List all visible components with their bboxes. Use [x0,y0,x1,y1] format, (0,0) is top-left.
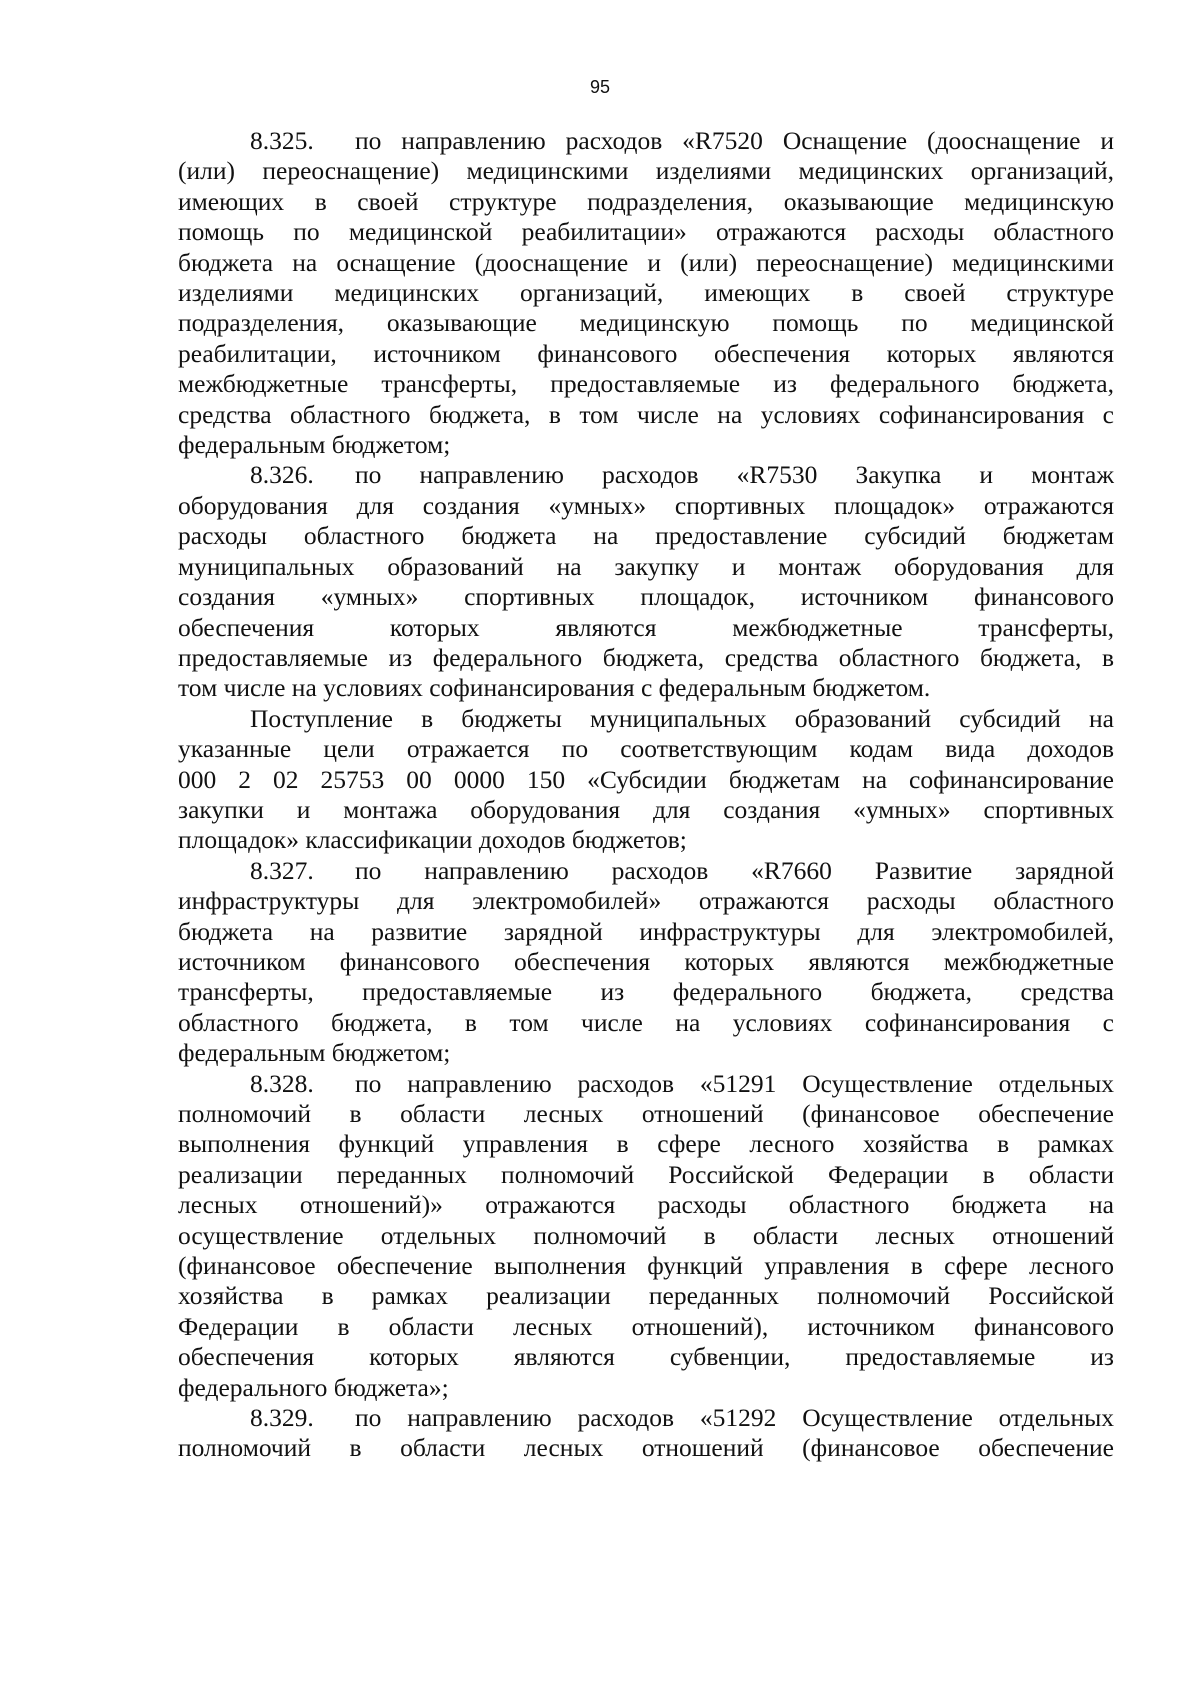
text-line: создания «умных» спортивных площадок, источником финансового [178,582,1114,612]
text-line: реабилитации, источником финансового обеспечения которых являются [178,338,1114,368]
text-line: Поступление в бюджеты муниципальных образований субсидий на [250,703,1114,733]
text-line: источником финансового обеспечения которых являются межбюджетные [178,946,1114,976]
line-text: по направлению расходов «51292 Осуществление отдельных [355,1403,1114,1433]
line-text: по направлению расходов «R7520 Оснащение (дооснащение и [355,126,1114,155]
text-line: выполнения функций управления в сфере лесного хозяйства в рамках [178,1129,1114,1159]
text-line: реализации переданных полномочий Российской Федерации в области [178,1159,1114,1189]
text-line: лесных отношений)» отражаются расходы областного бюджета на [178,1190,1114,1220]
text-line: расходы областного бюджета на предоставление субсидий бюджетам [178,521,1114,551]
line-text: по направлению расходов «R7660 Развитие зарядной [355,855,1114,885]
text-line: инфраструктуры для электромобилей» отражаются расходы областного [178,886,1114,916]
paragraph [178,856,1114,1069]
text-line [178,460,1114,490]
paragraph [178,126,1114,460]
text-line [178,1403,1114,1433]
text-line: 000 2 02 25753 00 0000 150 «Субсидии бюджетам на софинансирование [178,764,1114,794]
text-line: муниципальных образований на закупку и монтаж оборудования для [178,551,1114,581]
text-line: Федерации в области лесных отношений), источником финансового [178,1311,1114,1341]
text-line: обеспечения которых являются межбюджетные трансферты, [178,612,1114,642]
text-line: оборудования для создания «умных» спортивных площадок» отражаются [178,490,1114,520]
paragraph-number: 8.329. [250,1403,314,1433]
text-line: полномочий в области лесных отношений (финансовое обеспечение [178,1099,1114,1128]
line-text: по направлению расходов «51291 Осуществление отдельных [355,1068,1114,1098]
text-line: хозяйства в рамках реализации переданных полномочий Российской [178,1281,1114,1311]
paragraph-number: 8.326. [250,460,314,490]
paragraph [178,1069,1114,1403]
text-line: (или) переоснащение) медицинскими изделиями медицинских организаций, [178,156,1114,186]
text-line: федеральным бюджетом; [178,1038,451,1068]
paragraph-number: 8.328. [250,1068,314,1098]
text-line: федеральным бюджетом; [178,430,451,460]
text-line: том числе на условиях софинансирования с федеральным бюджетом. [178,673,931,703]
text-line: (финансовое обеспечение выполнения функций управления в сфере лесного [178,1251,1114,1281]
text-line: предоставляемые из федерального бюджета, средства областного бюджета, в [178,642,1114,672]
text-line: осуществление отдельных полномочий в области лесных отношений [178,1220,1114,1250]
document-body [178,126,1114,1464]
text-line [178,1069,1114,1099]
paragraph [178,704,1114,856]
paragraph-number: 8.327. [250,855,314,885]
paragraph [178,460,1114,703]
text-line: бюджета на оснащение (дооснащение и (или) переоснащение) медицинскими [178,247,1114,277]
line-text: по направлению расходов «R7530 Закупка и монтаж [355,460,1114,490]
text-line: федерального бюджета»; [178,1372,449,1402]
text-line: обеспечения которых являются субвенции, предоставляемые из [178,1342,1114,1372]
paragraph [178,1403,1114,1464]
text-line: бюджета на развитие зарядной инфраструктуры для электромобилей, [178,916,1114,946]
text-line [178,126,1114,156]
paragraph-number: 8.325. [250,126,314,155]
text-line: трансферты, предоставляемые из федерального бюджета, средства [178,977,1114,1007]
text-line: изделиями медицинских организаций, имеющих в своей структуре [178,278,1114,308]
text-line: полномочий в области лесных отношений (финансовое обеспечение [178,1433,1114,1463]
text-line: имеющих в своей структуре подразделения, оказывающие медицинскую [178,186,1114,216]
text-line: областного бюджета, в том числе на условиях софинансирования с [178,1007,1114,1037]
text-line: помощь по медицинской реабилитации» отражаются расходы областного [178,217,1114,247]
text-line: площадок» классификации доходов бюджетов; [178,825,687,855]
text-line [178,856,1114,886]
text-line: подразделения, оказывающие медицинскую помощь по медицинской [178,308,1114,338]
text-line: закупки и монтажа оборудования для создания «умных» спортивных [178,794,1114,824]
text-line: указанные цели отражается по соответствующим кодам вида доходов [178,734,1114,764]
text-line: межбюджетные трансферты, предоставляемые из федерального бюджета, [178,369,1114,399]
page-number: 95 [589,77,611,97]
text-line: средства областного бюджета, в том числе на условиях софинансирования с [178,399,1114,429]
